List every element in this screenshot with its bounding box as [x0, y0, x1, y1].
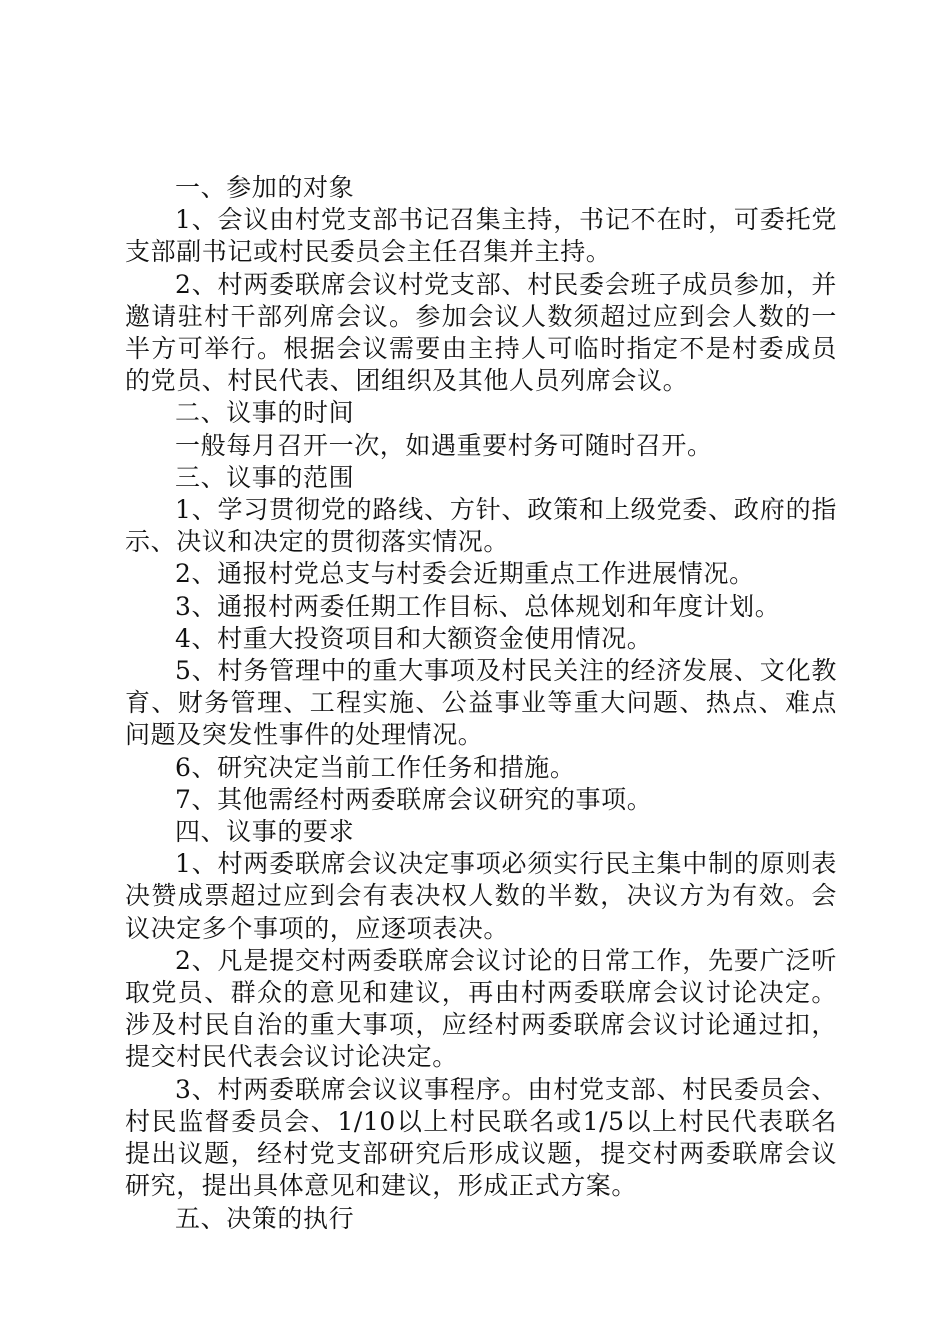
paragraph: 1、学习贯彻党的路线、方针、政策和上级党委、政府的指示、决议和决定的贯彻落实情况。 — [125, 495, 837, 557]
paragraph: 5、村务管理中的重大事项及村民关注的经济发展、文化教育、财务管理、工程实施、公益事业等重大问题、热点、难点问题及突发性事件的处理情况。 — [125, 656, 837, 750]
paragraph: 一般每月召开一次，如遇重要村务可随时召开。 — [175, 430, 713, 460]
paragraph: 2、凡是提交村两委联席会议讨论的日常工作，先要广泛听取党员、群众的意见和建议，再由村两委联席会议讨论决定。涉及村民自治的重大事项，应经村两委联席会议讨论通过扣，提交村民代表会议讨论决定。 — [125, 945, 837, 1072]
paragraph: 3、通报村两委任期工作目标、总体规划和年度计划。 — [175, 591, 781, 621]
paragraph: 1、村两委联席会议决定事项必须实行民主集中制的原则表决赞成票超过应到会有表决权人数的半数，决议方为有效。会议决定多个事项的，应逐项表决。 — [125, 849, 837, 943]
paragraph: 7、其他需经村两委联席会议研究的事项。 — [175, 784, 653, 814]
document-body — [125, 172, 837, 1235]
section-heading: 三、议事的范围 — [175, 462, 355, 492]
paragraph: 3、村两委联席会议议事程序。由村党支部、村民委员会、村民监督委员会、1/10以上村民联名或1/5以上村民代表联名提出议题，经村党支部研究后形成议题，提交村两委联席会议研究，提出具体意见和建议，形成正式方案。 — [125, 1074, 837, 1201]
paragraph: 2、通报村党总支与村委会近期重点工作进展情况。 — [175, 559, 755, 589]
section-heading: 四、议事的要求 — [175, 817, 355, 847]
paragraph: 6、研究决定当前工作任务和措施。 — [175, 752, 576, 782]
paragraph: 4、村重大投资项目和大额资金使用情况。 — [175, 623, 653, 653]
section-heading: 一、参加的对象 — [175, 173, 355, 202]
section-heading: 二、议事的时间 — [175, 398, 355, 428]
section-heading: 五、决策的执行 — [175, 1203, 355, 1233]
paragraph: 1、会议由村党支部书记召集主持，书记不在时，可委托党支部副书记或村民委员会主任召集并主持。 — [125, 205, 837, 267]
paragraph: 2、村两委联席会议村党支部、村民委会班子成员参加，并邀请驻村干部列席会议。参加会议人数须超过应到会人数的一半方可举行。根据会议需要由主持人可临时指定不是村委成员的党员、村民代表、团组织及其他人员列席会议。 — [125, 269, 837, 396]
